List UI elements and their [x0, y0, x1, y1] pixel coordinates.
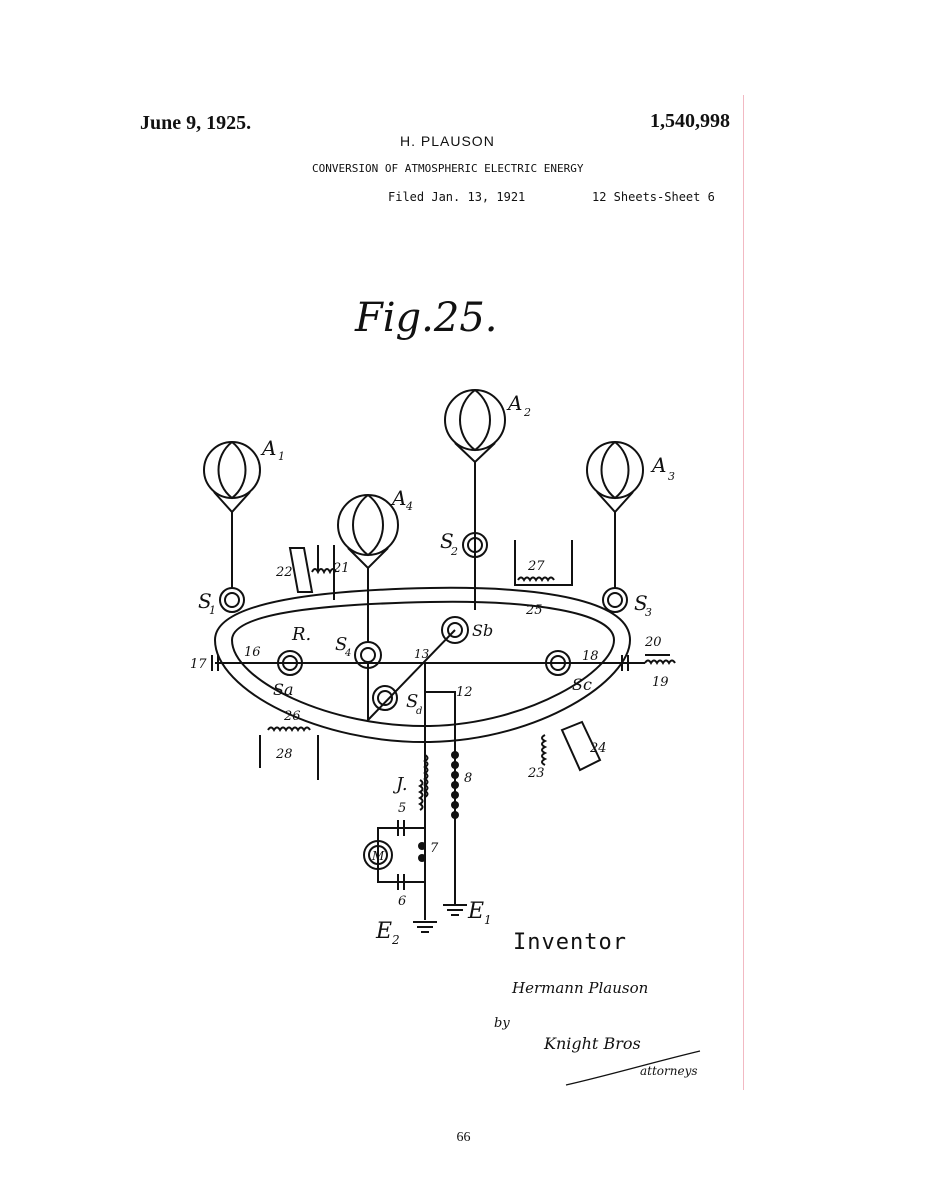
- label-s3: S: [634, 591, 648, 615]
- label-s2: S: [440, 529, 454, 553]
- signature-inventor: Hermann Plauson: [512, 979, 649, 997]
- label-12: 12: [456, 685, 473, 700]
- label-r: R.: [292, 624, 312, 645]
- patent-date: June 9, 1925.: [140, 112, 252, 134]
- label-7: 7: [430, 841, 439, 856]
- label-s3-sub: 3: [645, 606, 652, 619]
- figure-label: Fig.25.: [355, 295, 498, 341]
- patent-number: 1,540,998: [650, 110, 730, 132]
- label-5: 5: [398, 801, 407, 816]
- label-a3-sub: 3: [668, 470, 675, 483]
- balloon-a2: [445, 390, 505, 530]
- label-22: 22: [276, 565, 293, 580]
- label-25: 25: [526, 603, 543, 618]
- label-s4-sub: 4: [345, 648, 352, 659]
- label-24: 24: [590, 741, 607, 756]
- sheet-number: 12 Sheets-Sheet 6: [592, 190, 715, 204]
- label-a1: A: [262, 436, 277, 460]
- label-a3: A: [652, 453, 667, 477]
- label-16: 16: [244, 645, 261, 660]
- label-a2-sub: 2: [524, 406, 531, 419]
- label-28: 28: [276, 747, 293, 762]
- label-motor: M: [372, 849, 385, 863]
- label-a4-sub: 4: [406, 500, 413, 513]
- label-s4: S: [335, 634, 348, 655]
- label-sa: Sa: [273, 680, 294, 699]
- label-17: 17: [190, 657, 207, 672]
- signature-attorney: Knight Bros: [544, 1034, 641, 1053]
- label-s2-sub: 2: [451, 545, 458, 558]
- label-sd-sub: d: [416, 706, 423, 717]
- label-sd: S: [406, 691, 419, 712]
- label-j: J.: [396, 774, 408, 795]
- label-e2: E: [376, 919, 393, 944]
- inventor-caption: Inventor: [513, 930, 627, 955]
- label-20: 20: [645, 635, 662, 650]
- inventor-name: H. PLAUSON: [400, 133, 495, 149]
- label-e2-sub: 2: [392, 933, 400, 947]
- signature-block: [490, 925, 730, 1095]
- label-s1: S: [198, 589, 212, 613]
- label-sc: Sc: [572, 675, 592, 694]
- label-21: 21: [333, 561, 350, 576]
- label-a4: A: [392, 486, 407, 510]
- signature-by: by: [494, 1016, 510, 1031]
- label-19: 19: [652, 675, 669, 690]
- label-18: 18: [582, 649, 599, 664]
- label-27: 27: [528, 559, 545, 574]
- balloon-a3: [587, 442, 643, 588]
- label-a1-sub: 1: [278, 450, 285, 463]
- label-e1: E: [468, 899, 485, 924]
- label-6: 6: [398, 894, 407, 909]
- balloon-a1: [204, 442, 260, 588]
- label-23: 23: [528, 766, 545, 781]
- page-number: 66: [456, 1130, 471, 1145]
- patent-title: CONVERSION OF ATMOSPHERIC ELECTRIC ENERGY: [312, 162, 584, 175]
- label-e1-sub: 1: [484, 913, 492, 927]
- label-sb: Sb: [472, 621, 494, 640]
- label-13: 13: [414, 647, 430, 661]
- signature-attorney-role: attorneys: [640, 1064, 698, 1078]
- label-s1-sub: 1: [209, 604, 216, 617]
- filed-date: Filed Jan. 13, 1921: [388, 190, 526, 204]
- label-8: 8: [464, 771, 473, 786]
- label-26: 26: [284, 709, 301, 724]
- label-a2: A: [508, 391, 523, 415]
